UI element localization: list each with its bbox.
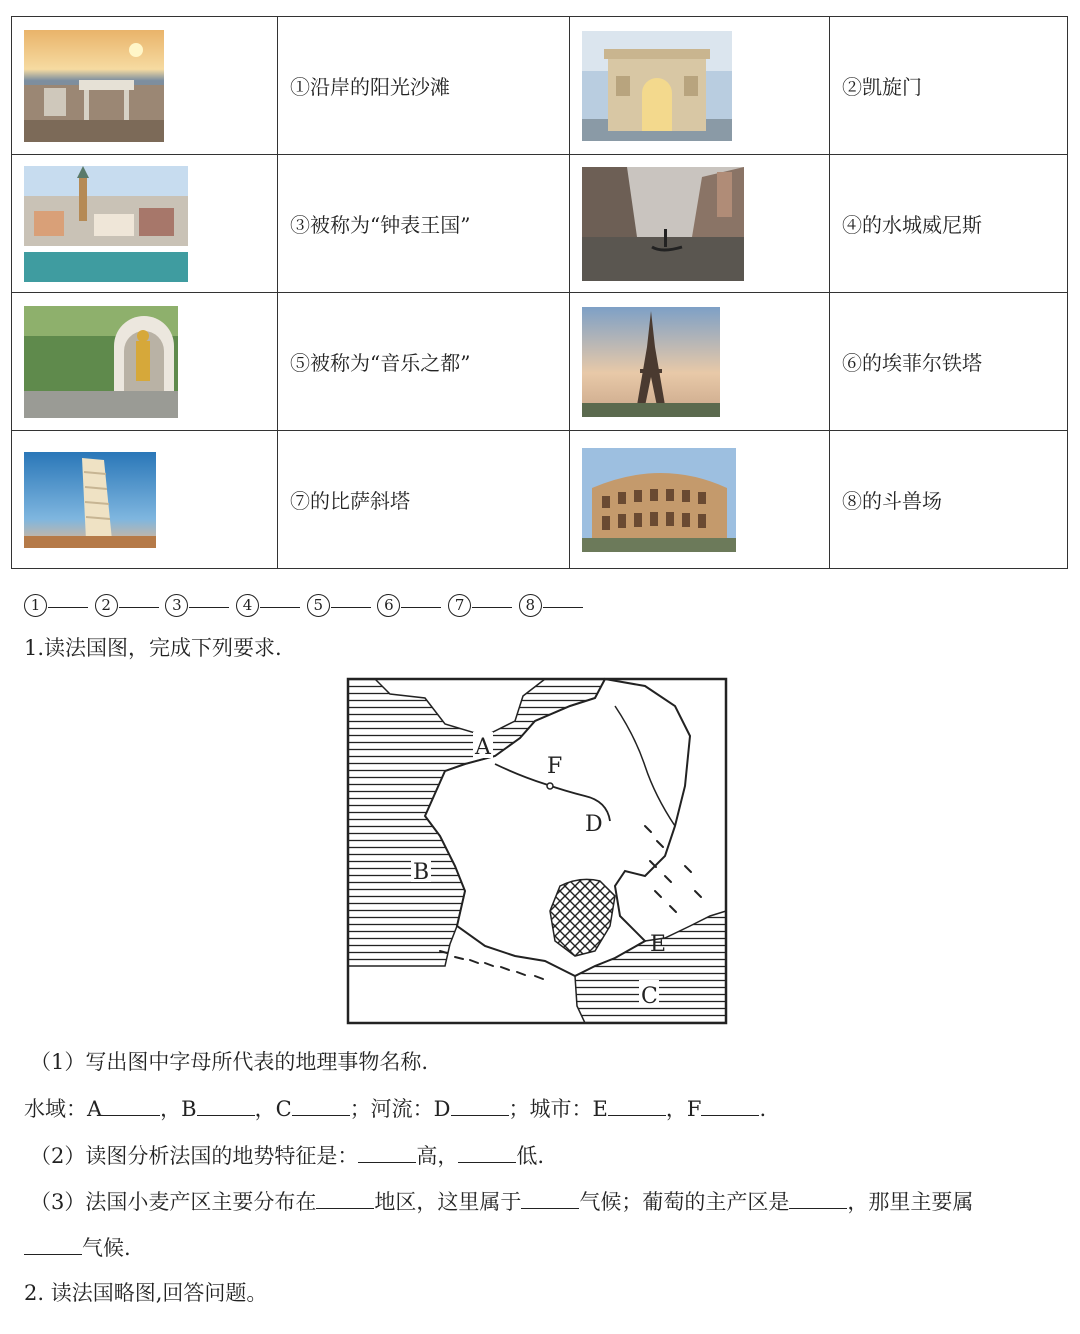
question-2-title: 2. 读法国略图,回答问题。 xyxy=(24,1281,268,1305)
text-segment: ，F xyxy=(665,1097,702,1121)
text-segment: 水域：A xyxy=(24,1097,103,1121)
answer-blank[interactable] xyxy=(789,1188,847,1209)
answer-blanks xyxy=(24,587,583,617)
answer-blank[interactable] xyxy=(189,587,229,608)
question-1-part-2 xyxy=(30,1140,544,1170)
question-1-title: 1.读法国图，完成下列要求. xyxy=(24,636,282,660)
photo-cell xyxy=(12,293,278,431)
caption-cell xyxy=(278,155,570,293)
text-segment: 地区，这里属于 xyxy=(374,1190,522,1214)
eiffel-tower-photo xyxy=(582,307,720,417)
answer-blank[interactable] xyxy=(331,587,371,608)
caption-text: ⑥的埃菲尔铁塔 xyxy=(842,351,982,375)
question-1-part-3-cont xyxy=(24,1232,131,1262)
caption-cell xyxy=(830,293,1068,431)
answer-blank[interactable] xyxy=(48,587,88,608)
label-d: D xyxy=(585,812,603,837)
question-1-part-1: （1）写出图中字母所代表的地理事物名称. xyxy=(30,1050,429,1074)
answer-blank[interactable] xyxy=(543,587,583,608)
text-segment: 低. xyxy=(516,1144,545,1168)
text-segment: ，C xyxy=(254,1097,292,1121)
scenery-table xyxy=(11,16,1068,569)
caption-text: ④的水城威尼斯 xyxy=(842,213,982,237)
text-segment: 气候；葡萄的主产区是 xyxy=(579,1190,790,1214)
answer-blank[interactable] xyxy=(24,1234,82,1255)
caption-cell xyxy=(278,17,570,155)
label-b: B xyxy=(413,860,430,885)
photo-cell xyxy=(570,293,830,431)
number-circle: 2 xyxy=(95,594,118,617)
caption-cell xyxy=(278,431,570,569)
colosseum-photo xyxy=(582,448,736,552)
label-c: C xyxy=(641,984,658,1009)
caption-cell xyxy=(830,155,1068,293)
caption-text: ①沿岸的阳光沙滩 xyxy=(290,75,450,99)
number-circle: 5 xyxy=(307,594,330,617)
label-e: E xyxy=(650,932,667,957)
answer-blank[interactable] xyxy=(608,1095,666,1116)
question-1-part-1-blanks xyxy=(24,1093,766,1123)
table-row xyxy=(12,293,1068,431)
number-circle: 6 xyxy=(377,594,400,617)
photo-cell xyxy=(12,431,278,569)
caption-text: ③被称为“钟表王国” xyxy=(290,213,471,237)
number-circle: 1 xyxy=(24,594,47,617)
city-f-dot xyxy=(547,783,553,789)
number-circle: 8 xyxy=(519,594,542,617)
answer-blank[interactable] xyxy=(292,1095,350,1116)
text-segment: ，那里主要属 xyxy=(847,1190,974,1214)
answer-blank[interactable] xyxy=(458,1142,516,1163)
caption-text: ⑤被称为“音乐之都” xyxy=(290,351,471,375)
photo-cell xyxy=(570,17,830,155)
table-row xyxy=(12,431,1068,569)
label-f: F xyxy=(547,754,563,779)
photo-cell xyxy=(12,17,278,155)
caption-text: ②凯旋门 xyxy=(842,75,922,99)
text-segment: ；河流：D xyxy=(349,1097,451,1121)
answer-blank[interactable] xyxy=(102,1095,160,1116)
number-circle: 4 xyxy=(236,594,259,617)
answer-blank[interactable] xyxy=(119,587,159,608)
text-segment: ，B xyxy=(160,1097,197,1121)
zurich-city-photo xyxy=(24,166,188,282)
answer-blank[interactable] xyxy=(358,1142,416,1163)
answer-blank[interactable] xyxy=(451,1095,509,1116)
caption-text: ⑦的比萨斜塔 xyxy=(290,489,410,513)
caption-text: ⑧的斗兽场 xyxy=(842,489,942,513)
caption-cell xyxy=(830,17,1068,155)
answer-blank[interactable] xyxy=(197,1095,255,1116)
vienna-statue-photo xyxy=(24,306,178,418)
caption-cell xyxy=(278,293,570,431)
venice-canal-photo xyxy=(582,167,744,281)
question-1-part-3 xyxy=(30,1186,973,1216)
photo-cell xyxy=(570,431,830,569)
photo-cell xyxy=(570,155,830,293)
answer-blank[interactable] xyxy=(701,1095,759,1116)
beach-photo xyxy=(24,30,164,142)
text-segment: ；城市：E xyxy=(508,1097,608,1121)
text-segment: （2）读图分析法国的地势特征是： xyxy=(30,1144,359,1168)
answer-blank[interactable] xyxy=(260,587,300,608)
text-segment: . xyxy=(759,1097,767,1121)
table-row xyxy=(12,17,1068,155)
answer-blank[interactable] xyxy=(521,1188,579,1209)
table-row xyxy=(12,155,1068,293)
answer-blank[interactable] xyxy=(316,1188,374,1209)
text-segment: （3）法国小麦产区主要分布在 xyxy=(30,1190,317,1214)
answer-blank[interactable] xyxy=(401,587,441,608)
photo-cell xyxy=(12,155,278,293)
text-segment: 高， xyxy=(416,1144,459,1168)
pisa-tower-photo xyxy=(24,452,156,548)
number-circle: 3 xyxy=(165,594,188,617)
label-a: A xyxy=(475,735,491,760)
text-segment: 气候. xyxy=(82,1236,131,1260)
answer-blank[interactable] xyxy=(472,587,512,608)
caption-cell xyxy=(830,431,1068,569)
number-circle: 7 xyxy=(448,594,471,617)
france-map xyxy=(345,676,729,1026)
arc-de-triomphe-photo xyxy=(582,31,732,141)
